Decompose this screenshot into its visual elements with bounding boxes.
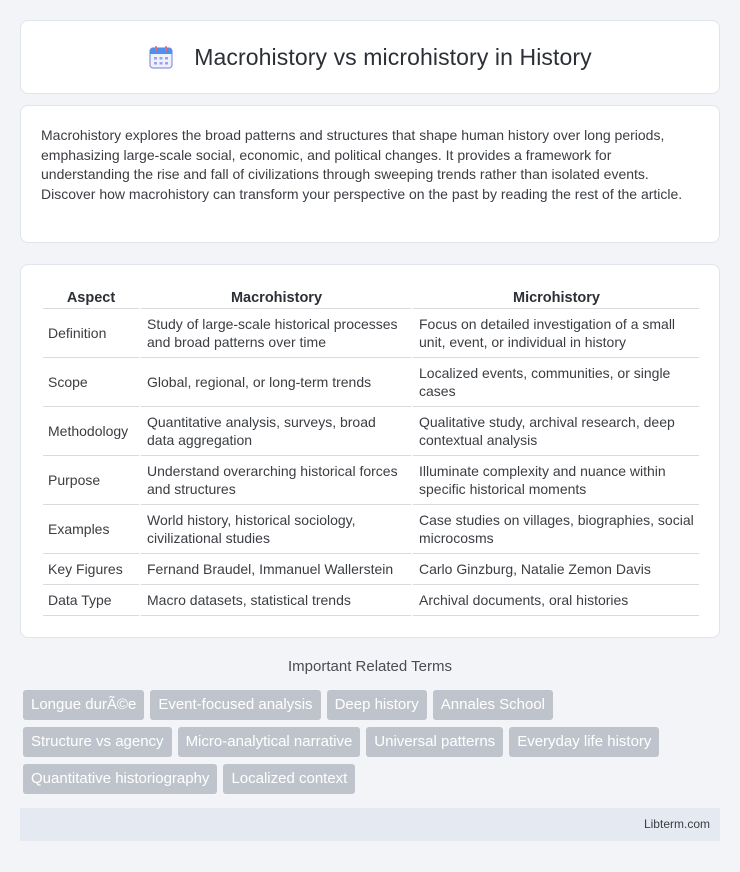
tag-quantitative-historiography[interactable]: Quantitative historiography: [23, 764, 217, 794]
table-row: [43, 585, 699, 616]
row-macro: Study of large-scale historical processes and broad patterns over time: [139, 309, 411, 358]
row-macro: World history, historical sociology, civilizational studies: [139, 505, 411, 554]
table-header-row: [43, 285, 699, 309]
tag-row: [23, 690, 723, 720]
table-row: [43, 456, 699, 505]
intro-text: Macrohistory explores the broad patterns and structures that shape human history over long periods, emphasizing large-scale social, economic, and political changes. It provides a framework for understanding the rise and fall of civilizations through sweeping trends rather than isolated events. Discover how macrohistory can transform your perspective on the past by reading the rest of the article.: [41, 127, 683, 202]
comparison-table-card: [20, 264, 720, 638]
row-macro: Global, regional, or long-term trends: [139, 358, 411, 407]
row-micro: Localized events, communities, or single cases: [411, 358, 699, 407]
table-row: [43, 554, 699, 585]
header-card: [20, 20, 720, 94]
intro-card: [20, 105, 720, 243]
tag-deep-history[interactable]: Deep history: [327, 690, 427, 720]
tag-micro-analytical-narrative[interactable]: Micro-analytical narrative: [178, 727, 361, 757]
row-aspect: Purpose: [43, 456, 139, 505]
tag-structure-vs-agency[interactable]: Structure vs agency: [23, 727, 172, 757]
row-aspect: Methodology: [43, 407, 139, 456]
row-aspect: Scope: [43, 358, 139, 407]
footer: [20, 808, 720, 841]
row-micro: Focus on detailed investigation of a small unit, event, or individual in history: [411, 309, 699, 358]
tag-longue-duree[interactable]: Longue durÃ©e: [23, 690, 144, 720]
related-terms-title: Important Related Terms: [288, 658, 452, 675]
row-macro: Understand overarching historical forces and structures: [139, 456, 411, 505]
tag-event-focused-analysis[interactable]: Event-focused analysis: [150, 690, 320, 720]
row-aspect: Definition: [43, 309, 139, 358]
row-micro: Case studies on villages, biographies, social microcosms: [411, 505, 699, 554]
tag-universal-patterns[interactable]: Universal patterns: [366, 727, 503, 757]
tag-row: [23, 727, 723, 757]
header-macrohistory: Macrohistory: [139, 285, 411, 309]
row-aspect: Key Figures: [43, 554, 139, 585]
related-terms-tags: [23, 690, 723, 801]
comparison-table: [43, 285, 699, 616]
row-micro: Illuminate complexity and nuance within specific historical moments: [411, 456, 699, 505]
table-row: [43, 505, 699, 554]
tag-everyday-life-history[interactable]: Everyday life history: [509, 727, 659, 757]
row-aspect: Examples: [43, 505, 139, 554]
row-macro: Fernand Braudel, Immanuel Wallerstein: [139, 554, 411, 585]
header-microhistory: Microhistory: [411, 285, 699, 309]
row-macro: Quantitative analysis, surveys, broad data aggregation: [139, 407, 411, 456]
table-row: [43, 358, 699, 407]
table-row: [43, 407, 699, 456]
header-aspect: Aspect: [43, 285, 139, 309]
tag-row: [23, 764, 723, 794]
tag-localized-context[interactable]: Localized context: [223, 764, 355, 794]
row-micro: Qualitative study, archival research, deep contextual analysis: [411, 407, 699, 456]
row-macro: Macro datasets, statistical trends: [139, 585, 411, 616]
row-micro: Archival documents, oral histories: [411, 585, 699, 616]
tag-annales-school[interactable]: Annales School: [433, 690, 553, 720]
row-micro: Carlo Ginzburg, Natalie Zemon Davis: [411, 554, 699, 585]
footer-site-link[interactable]: Libterm.com: [643, 817, 710, 831]
row-aspect: Data Type: [43, 585, 139, 616]
calendar-icon: [148, 44, 174, 70]
page-title: Macrohistory vs microhistory in History: [194, 43, 592, 70]
table-row: [43, 309, 699, 358]
